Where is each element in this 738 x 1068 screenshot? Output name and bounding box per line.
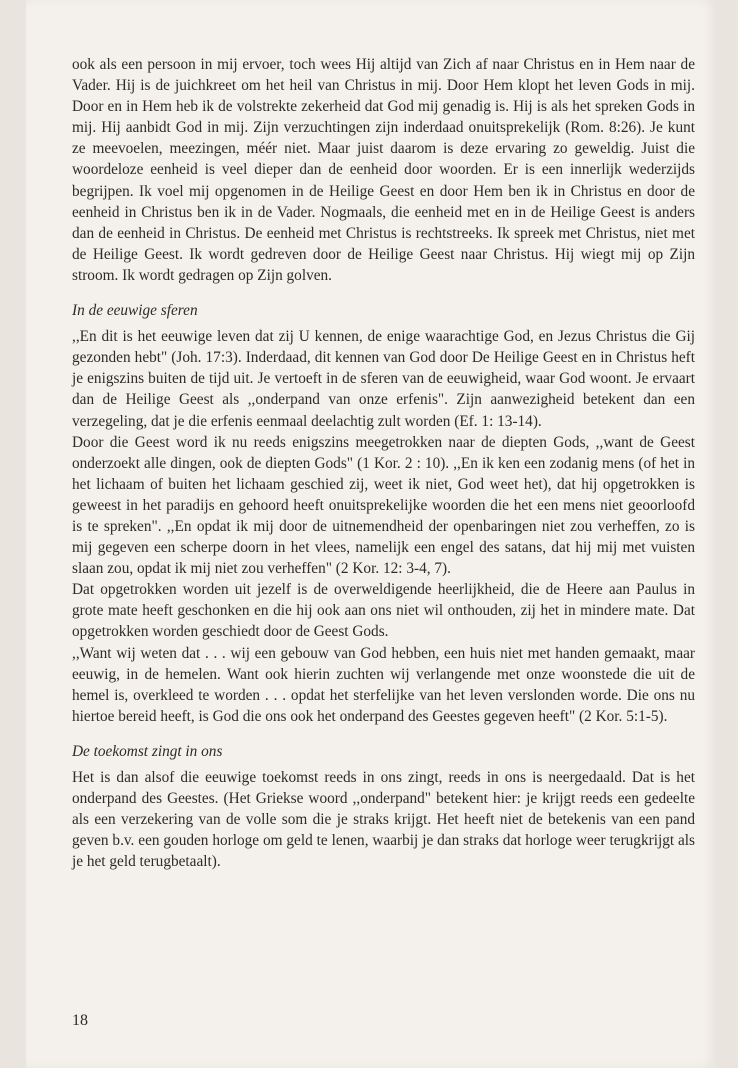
page-number: 18 [72,1012,88,1029]
paragraph: Door die Geest word ik nu reeds enigszins meegetrokken naar de diepten Gods, ,,want de Geest onderzoekt alle dingen, ook de diepten Gods" (1 Kor. 2 : 10). ,,En ik ken een zodanig mens (of het in het lichaam of buiten het lichaam geschied zij, weet ik niet, God weet het), dat hij opgetrokken is geweest in het paradijs en gehoord heeft onuitsprekelijke woorden die het een mens niet geoorloofd is te spreken". ,,En opdat ik mij door de uitnemendheid der openbaringen niet zou verheffen, zo is mij gegeven een scherpe doorn in het vlees, namelijk een engel des satans, dat hij mij met vuisten slaan zou, opdat ik mij niet zou verheffen" (2 Kor. 12: 3-4, 7). [72,433,695,578]
paragraph: ,,En dit is het eeuwige leven dat zij U kennen, de enige waarachtige God, en Jezus Christus die Gij gezonden hebt" (Joh. 17:3). Inderdaad, dit kennen van God door De Heilige Geest en in Christus heft je enigszins buiten de tijd uit. Je vertoeft in de sferen van de eeuwigheid, waar God woont. Je ervaart dan de Heilige Geest als ,,onderpand van onze erfenis". Zijn aanwezigheid betekent dan een verzegeling, dat je die erfenis eenmaal deelachtig zult worden (Ef. 1: 13-14). [72,328,695,430]
page-text [72,54,695,872]
paragraph-intro: ook als een persoon in mij ervoer, toch wees Hij altijd van Zich af naar Christus en in Hem naar de Vader. Hij is de juichkreet om het heil van Christus in mij. Door Hem klopt het leven Gods in mij. Door en in Hem heb ik de volstrekte zekerheid dat God mij genadig is. Hij is als het spreken Gods in mij. Hij aanbidt God in mij. Zijn verzuchtingen zijn inderdaad onuitsprekelijk (Rom. 8:26). Je kunt ze meevoelen, meezingen, méér niet. Maar juist daarom is deze ervaring zo geweldig. Juist die woordeloze eenheid is veel dieper dan de eenheid door woorden. Er is een innerlijk wederzijds begrijpen. Ik voel mij opgenomen in de Heilige Geest en door Hem ben ik in Christus en door de eenheid in Christus ben ik in de Vader. Nogmaals, die eenheid met en in de Heilige Geest is anders dan de eenheid in Christus. De eenheid met Christus is rechtstreeks. Ik spreek met Christus, niet met de Heilige Geest. Ik wordt gedreven door de Heilige Geest naar Christus. Hij wiegt mij op Zijn stroom. Ik wordt gedragen op Zijn golven. [72,56,695,284]
section-heading-eeuwige-sferen: In de eeuwige sferen [72,302,198,320]
section-heading-toekomst: De toekomst zingt in ons [72,742,223,760]
paragraph: ,,Want wij weten dat . . . wij een gebouw van God hebben, een huis niet met handen gemaakt, maar eeuwig, in de hemelen. Want ook hierin zuchten wij verlangende met onze woonstede die uit de hemel is, overkleed te worden . . . opdat het sterfelijke van het leven verslonden worde. Die ons nu hiertoe bereid heeft, is God die ons ook het onderpand des Geestes gegeven heeft" (2 Kor. 5:1-5). [72,644,695,725]
paragraph: Dat opgetrokken worden uit jezelf is de overweldigende heerlijkheid, die de Heere aan Paulus in grote mate heeft geschonken en die hij ook aan ons niet wil onthouden, zij het in mindere mate. Dat opgetrokken worden geschiedt door de Geest Gods. [72,581,695,641]
paragraph: Het is dan alsof die eeuwige toekomst reeds in ons zingt, reeds in ons is neergedaald. Dat is het onderpand des Geestes. (Het Griekse woord ,,onderpand" betekent hier: je krijgt reeds een gedeelte als een verzekering van de volle som die je straks krijgt. Het heeft niet de betekenis van een pand geven b.v. een gouden horloge om geld te lenen, waarbij je dan straks dat horloge weer terugkrijgt als je het geld terugbetaalt). [72,769,695,871]
book-page [26,0,716,1068]
